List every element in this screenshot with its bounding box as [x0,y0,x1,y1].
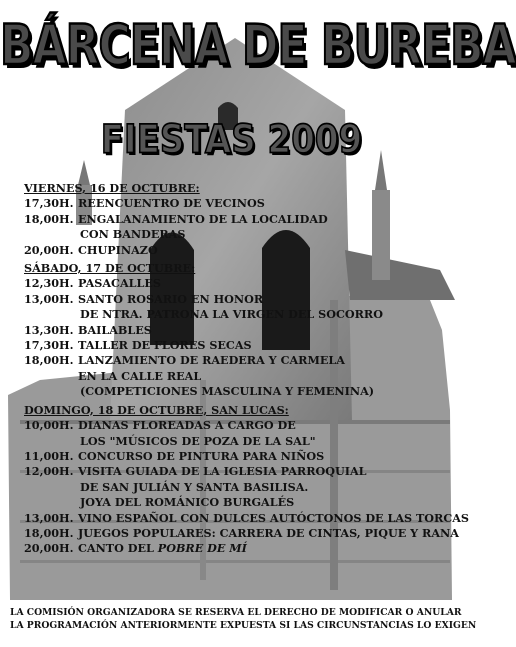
event-desc-continued: JOYA DEL ROMÁNICO BURGALÉS [80,495,295,510]
event-time: 10,00H. [24,418,74,433]
poster-subtitle: FIESTAS 2009 [100,117,363,163]
event-row [24,418,454,433]
event-desc-continued: (COMPETICIONES MASCULINA Y FEMENINA) [80,384,375,399]
event-program [24,181,469,557]
disclaimer-footer [10,606,477,632]
event-desc: SANTO ROSARIO EN HONOR [78,291,264,306]
event-desc: DIANAS FLOREADAS A CARGO DE [78,418,296,433]
day-heading-sunday: DOMINGO, 18 DE OCTUBRE, SAN LUCAS: [24,402,289,417]
disclaimer-line-1: LA COMISIÓN ORGANIZADORA SE RESERVA EL DERECHO DE MODIFICAR O ANULAR [10,607,462,618]
poster-title: BÁRCENA DE BUREBA [0,14,516,78]
event-time: 12,30H. [24,276,74,291]
event-row [24,525,459,541]
event-desc-continued: DE SAN JULIÁN Y SANTA BASILISA. [80,479,309,494]
event-desc-italic: POBRE DE MÍ [157,541,247,556]
event-row [24,276,454,291]
event-desc [78,541,454,556]
event-row [24,464,454,479]
event-time: 18,00H. [24,211,74,226]
event-desc: LANZAMIENTO DE RAEDERA Y CARMELA [78,353,345,368]
event-time: 11,00H. [24,448,74,463]
event-time: 12,00H. [24,464,74,479]
event-row [24,292,454,307]
event-desc-text: CANTO DEL [78,541,154,556]
event-desc-continued: LOS "MÚSICOS DE POZA DE LA SAL" [80,433,316,448]
event-desc: REENCUENTRO DE VECINOS [78,196,265,211]
event-desc: VISITA GUIADA DE LA IGLESIA PARROQUIAL [78,464,367,479]
event-desc-continued: EN LA CALLE REAL [78,368,202,383]
event-row [24,353,454,368]
day-heading-saturday: SÁBADO, 17 DE OCTUBRE: [24,261,196,276]
event-time: 13,30H. [24,322,74,337]
day-heading-friday: VIERNES, 16 DE OCTUBRE: [24,181,200,195]
event-row [24,212,454,227]
event-desc: CONCURSO DE PINTURA PARA NIÑOS [78,448,325,463]
event-row [24,338,454,353]
event-time: 18,00H. [24,353,74,368]
event-desc-continued: DE NTRA. PATRONA LA VIRGEN DEL SOCORRO [80,307,383,322]
event-time: 18,00H. [24,525,74,540]
disclaimer-line-2: LA PROGRAMACIÓN ANTERIORMENTE EXPUESTA SI LAS CIRCUNSTANCIAS LO EXIGEN [10,620,477,631]
event-row [24,196,454,211]
event-row [24,510,469,526]
event-time: 20,00H. [24,541,74,556]
event-time: 17,30H. [24,196,74,211]
event-time: 13,00H. [24,291,74,306]
event-row [24,449,454,464]
event-row [24,541,454,556]
event-row [24,323,454,338]
event-desc: TALLER DE FLORES SECAS [78,338,252,353]
event-row [24,243,454,258]
event-desc: PASACALLES [78,276,161,291]
event-desc-continued: CON BANDERAS [80,227,186,242]
event-desc: JUEGOS POPULARES: CARRERA DE CINTAS, PIQUE Y RANA [78,525,459,540]
event-desc: BAILABLES [78,322,152,337]
event-time: 20,00H. [24,242,74,257]
event-time: 17,30H. [24,338,74,353]
event-desc: ENGALANAMIENTO DE LA LOCALIDAD [78,211,328,226]
event-time: 13,00H. [24,510,74,525]
event-desc: CHUPINAZO [78,242,158,257]
event-desc: VINO ESPAÑOL CON DULCES AUTÓCTONOS DE LAS TORCAS [78,510,469,525]
